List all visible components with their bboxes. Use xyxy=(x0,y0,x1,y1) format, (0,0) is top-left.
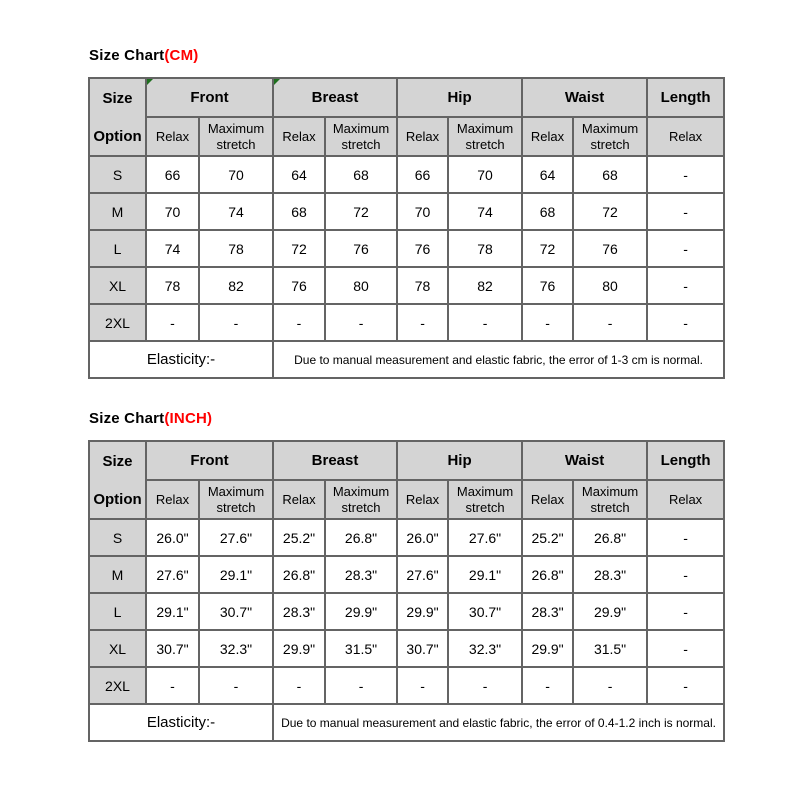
table-row xyxy=(89,556,724,593)
measurement-value: 28.3" xyxy=(325,556,397,593)
measurement-value: 30.7" xyxy=(146,630,199,667)
measurement-value: 78 xyxy=(448,230,522,267)
measurement-value: 66 xyxy=(146,156,199,193)
measurement-value: 66 xyxy=(397,156,448,193)
size-chart-inch-section xyxy=(88,410,800,742)
measurement-value: 74 xyxy=(146,230,199,267)
length-header: Length xyxy=(647,78,724,117)
measurement-value: 82 xyxy=(199,267,273,304)
measurement-value: 78 xyxy=(397,267,448,304)
measurement-value: 26.8" xyxy=(273,556,325,593)
measurement-value: 68 xyxy=(573,156,647,193)
measurement-value: - xyxy=(647,667,724,704)
measurement-value: 32.3" xyxy=(199,630,273,667)
relax-subheader: Relax xyxy=(522,480,573,519)
title-text: Size Chart xyxy=(89,410,165,427)
measurement-value: 64 xyxy=(522,156,573,193)
measurement-value: 31.5" xyxy=(573,630,647,667)
measurement-value: 28.3" xyxy=(573,556,647,593)
measurement-value: 30.7" xyxy=(397,630,448,667)
measurement-value: 26.8" xyxy=(573,519,647,556)
table-row xyxy=(89,267,724,304)
measurement-value: - xyxy=(146,304,199,341)
measurement-value: 70 xyxy=(199,156,273,193)
measurement-value: 80 xyxy=(325,267,397,304)
row-size-label: S xyxy=(89,156,146,193)
measurement-value: 64 xyxy=(273,156,325,193)
relax-subheader: Relax xyxy=(273,117,325,156)
measurement-value: - xyxy=(199,304,273,341)
size-chart-cm-section xyxy=(88,47,800,379)
measurement-value: - xyxy=(448,667,522,704)
tolerance-note-cell: Due to manual measurement and elastic fabric, the error of 1-3 cm is normal. xyxy=(273,341,724,378)
title-unit: (CM) xyxy=(164,47,199,64)
measurement-value: 74 xyxy=(448,193,522,230)
length-header: Length xyxy=(647,441,724,480)
measurement-value: 74 xyxy=(199,193,273,230)
measurement-value: 72 xyxy=(325,193,397,230)
tolerance-note-cell: Due to manual measurement and elastic fabric, the error of 0.4-1.2 inch is normal. xyxy=(273,704,724,741)
measurement-value: 29.1" xyxy=(146,593,199,630)
measurement-value: - xyxy=(325,667,397,704)
measurement-value: - xyxy=(273,667,325,704)
measurement-value: 30.7" xyxy=(199,593,273,630)
relax-subheader: Relax xyxy=(146,117,199,156)
max-stretch-subheader: Maximum stretch xyxy=(325,480,397,519)
measurement-value: 68 xyxy=(325,156,397,193)
measurement-value: 70 xyxy=(397,193,448,230)
size-header-label: Size xyxy=(102,89,133,107)
measurement-value: - xyxy=(647,630,724,667)
breast-group-header: Breast xyxy=(273,441,397,480)
elasticity-row xyxy=(89,341,724,378)
table-row xyxy=(89,230,724,267)
table-row xyxy=(89,630,724,667)
waist-group-header: Waist xyxy=(522,78,647,117)
measurement-value: 70 xyxy=(146,193,199,230)
measurement-value: 27.6" xyxy=(397,556,448,593)
measurement-value: - xyxy=(647,519,724,556)
max-stretch-subheader: Maximum stretch xyxy=(573,117,647,156)
measurement-value: 27.6" xyxy=(448,519,522,556)
measurement-value: 72 xyxy=(273,230,325,267)
table-row xyxy=(89,667,724,704)
max-stretch-subheader: Maximum stretch xyxy=(199,480,273,519)
size-chart-cm-table xyxy=(88,77,725,379)
measurement-value: 82 xyxy=(448,267,522,304)
title-text: Size Chart xyxy=(89,47,165,64)
measurement-value: 72 xyxy=(522,230,573,267)
table-row xyxy=(89,304,724,341)
row-size-label: 2XL xyxy=(89,667,146,704)
measurement-value: - xyxy=(522,667,573,704)
max-stretch-subheader: Maximum stretch xyxy=(448,480,522,519)
size-chart-inch-title xyxy=(89,410,800,427)
measurement-value: 28.3" xyxy=(273,593,325,630)
measurement-value: 68 xyxy=(522,193,573,230)
measurement-value: 78 xyxy=(146,267,199,304)
measurement-value: - xyxy=(522,304,573,341)
measurement-value: 76 xyxy=(397,230,448,267)
measurement-value: 31.5" xyxy=(325,630,397,667)
elasticity-row xyxy=(89,704,724,741)
relax-subheader: Relax xyxy=(647,480,724,519)
measurement-value: 80 xyxy=(573,267,647,304)
measurement-value: - xyxy=(647,267,724,304)
measurement-value: 72 xyxy=(573,193,647,230)
measurement-value: - xyxy=(647,593,724,630)
measurement-value: 76 xyxy=(522,267,573,304)
measurement-value: 76 xyxy=(325,230,397,267)
measurement-value: - xyxy=(448,304,522,341)
relax-subheader: Relax xyxy=(522,117,573,156)
measurement-value: 30.7" xyxy=(448,593,522,630)
row-size-label: L xyxy=(89,230,146,267)
size-option-header-cell xyxy=(89,441,146,519)
row-size-label: XL xyxy=(89,267,146,304)
size-chart-inch-table xyxy=(88,440,725,742)
measurement-value: - xyxy=(397,667,448,704)
measurement-value: 26.8" xyxy=(522,556,573,593)
relax-subheader: Relax xyxy=(146,480,199,519)
green-corner-triangle-icon xyxy=(147,79,153,85)
row-size-label: L xyxy=(89,593,146,630)
row-size-label: 2XL xyxy=(89,304,146,341)
measurement-value: 25.2" xyxy=(522,519,573,556)
elasticity-label-cell: Elasticity:- xyxy=(89,704,273,741)
title-unit: (INCH) xyxy=(164,410,213,427)
row-size-label: S xyxy=(89,519,146,556)
measurement-value: 29.9" xyxy=(522,630,573,667)
max-stretch-subheader: Maximum stretch xyxy=(448,117,522,156)
hip-group-header: Hip xyxy=(397,441,522,480)
sub-header-row xyxy=(89,480,724,519)
measurement-value: - xyxy=(146,667,199,704)
row-size-label: XL xyxy=(89,630,146,667)
green-corner-triangle-icon xyxy=(274,79,280,85)
measurement-value: 76 xyxy=(573,230,647,267)
measurement-value: 26.0" xyxy=(397,519,448,556)
measurement-value: - xyxy=(647,304,724,341)
measurement-value: - xyxy=(573,667,647,704)
group-header-row xyxy=(89,78,724,117)
size-option-header-cell xyxy=(89,78,146,156)
front-group-header: Front xyxy=(146,78,273,117)
elasticity-label-cell: Elasticity:- xyxy=(89,341,273,378)
breast-group-header: Breast xyxy=(273,78,397,117)
measurement-value: 29.1" xyxy=(448,556,522,593)
max-stretch-subheader: Maximum stretch xyxy=(199,117,273,156)
front-group-header: Front xyxy=(146,441,273,480)
measurement-value: - xyxy=(647,556,724,593)
row-size-label: M xyxy=(89,193,146,230)
table-row xyxy=(89,519,724,556)
measurement-value: 27.6" xyxy=(146,556,199,593)
max-stretch-subheader: Maximum stretch xyxy=(573,480,647,519)
hip-group-header: Hip xyxy=(397,78,522,117)
measurement-value: 76 xyxy=(273,267,325,304)
measurement-value: - xyxy=(273,304,325,341)
measurement-value: - xyxy=(647,230,724,267)
sub-header-row xyxy=(89,117,724,156)
measurement-value: - xyxy=(397,304,448,341)
option-header-label: Option xyxy=(93,127,142,145)
waist-group-header: Waist xyxy=(522,441,647,480)
measurement-value: 32.3" xyxy=(448,630,522,667)
measurement-value: 25.2" xyxy=(273,519,325,556)
measurement-value: 68 xyxy=(273,193,325,230)
group-header-row xyxy=(89,441,724,480)
relax-subheader: Relax xyxy=(273,480,325,519)
size-chart-cm-title xyxy=(89,47,800,64)
row-size-label: M xyxy=(89,556,146,593)
max-stretch-subheader: Maximum stretch xyxy=(325,117,397,156)
measurement-value: 29.9" xyxy=(325,593,397,630)
measurement-value: 70 xyxy=(448,156,522,193)
relax-subheader: Relax xyxy=(397,117,448,156)
measurement-value: - xyxy=(199,667,273,704)
table-row xyxy=(89,156,724,193)
measurement-value: - xyxy=(325,304,397,341)
measurement-value: 28.3" xyxy=(522,593,573,630)
table-row xyxy=(89,593,724,630)
option-header-label: Option xyxy=(93,490,142,508)
measurement-value: 29.9" xyxy=(397,593,448,630)
measurement-value: 26.0" xyxy=(146,519,199,556)
relax-subheader: Relax xyxy=(397,480,448,519)
measurement-value: 29.1" xyxy=(199,556,273,593)
measurement-value: 78 xyxy=(199,230,273,267)
measurement-value: - xyxy=(647,193,724,230)
measurement-value: 29.9" xyxy=(273,630,325,667)
table-row xyxy=(89,193,724,230)
measurement-value: - xyxy=(647,156,724,193)
relax-subheader: Relax xyxy=(647,117,724,156)
size-header-label: Size xyxy=(102,452,133,470)
measurement-value: - xyxy=(573,304,647,341)
measurement-value: 29.9" xyxy=(573,593,647,630)
measurement-value: 27.6" xyxy=(199,519,273,556)
measurement-value: 26.8" xyxy=(325,519,397,556)
